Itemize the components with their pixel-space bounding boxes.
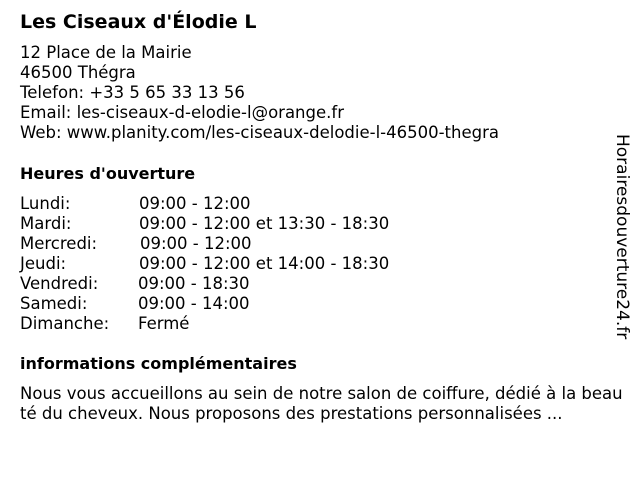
email-address: Email: les-ciseaux-d-elodie-l@orange.fr	[20, 103, 344, 122]
day-label: Dimanche:	[20, 314, 110, 333]
description-text: Nous vous accueillons au sein de notre salon de coiffure, dédié à la beauté du cheveux. Nous proposons des prestations personnalisées ...	[20, 384, 623, 423]
day-hours: Fermé	[138, 314, 190, 333]
day-hours: 09:00 - 12:00 et 14:00 - 18:30	[139, 254, 390, 273]
address-street: 12 Place de la Mairie	[20, 43, 192, 62]
address-city: 46500 Thégra	[20, 63, 136, 82]
day-label: Samedi:	[20, 294, 88, 313]
additional-info-heading: informations complémentaires	[20, 354, 297, 373]
opening-hours-heading: Heures d'ouverture	[20, 164, 196, 183]
day-hours: 09:00 - 12:00	[140, 234, 252, 253]
day-hours: 09:00 - 12:00 et 13:30 - 18:30	[139, 214, 390, 233]
contact-block	[20, 43, 499, 143]
day-hours: 09:00 - 14:00	[138, 294, 250, 313]
business-name: Les Ciseaux d'Élodie L	[20, 11, 257, 33]
day-label: Jeudi:	[20, 254, 67, 273]
day-hours: 09:00 - 12:00	[139, 194, 251, 213]
day-label: Mercredi:	[20, 234, 98, 253]
phone-number: Telefon: +33 5 65 33 13 56	[20, 83, 245, 102]
day-label: Vendredi:	[20, 274, 99, 293]
day-label: Lundi:	[20, 194, 71, 213]
day-label: Mardi:	[20, 214, 72, 233]
website-url: Web: www.planity.com/les-ciseaux-delodie-l-46500-thegra	[20, 123, 499, 142]
site-watermark: Horairesdouverture24.fr	[612, 134, 632, 340]
day-hours: 09:00 - 18:30	[138, 274, 250, 293]
